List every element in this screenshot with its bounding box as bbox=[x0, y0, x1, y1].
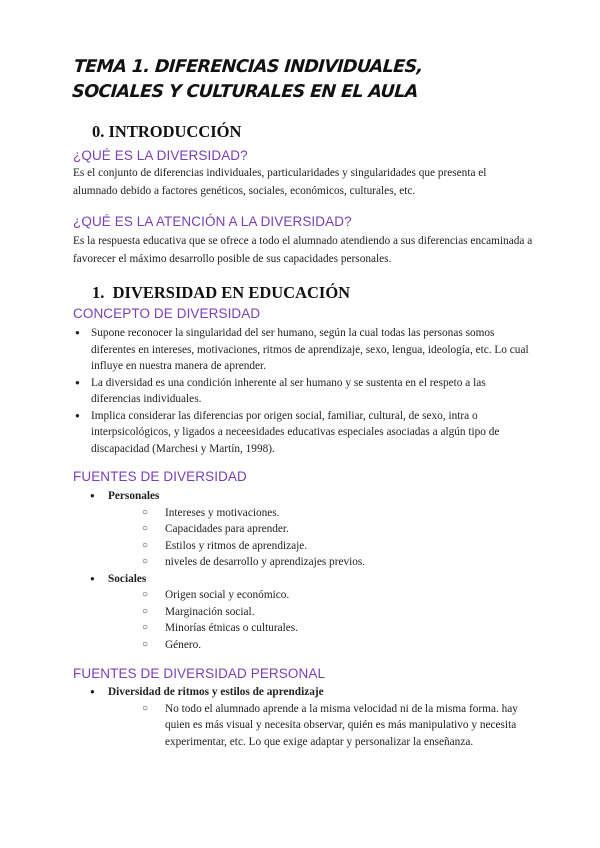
document-title bbox=[71, 55, 544, 105]
concepto-list bbox=[73, 325, 533, 457]
fuentes-list bbox=[73, 488, 543, 653]
list-item: ● La diversidad es una condición inherente al ser humano y se sustenta en el respeto a las diferencias individuales. bbox=[73, 375, 533, 408]
heading-text: DIVERSIDAD EN EDUCACIÓN bbox=[112, 283, 351, 302]
heading-fuentes-diversidad: FUENTES DE DIVERSIDAD bbox=[73, 469, 247, 484]
list-item: ● Implica considerar las diferencias por origen social, familiar, cultural, de sexo, intra o interpsicológicos, y ligados a neceesidades educativas especiales asociadas a algún tipo de discapacidad (Marchesi y Martín, 1998). bbox=[73, 408, 533, 458]
question-diversidad: ¿QUÉ ES LA DIVERSIDAD? bbox=[73, 148, 248, 163]
list-item: ○ Género. bbox=[140, 637, 543, 654]
heading-number: 1. bbox=[92, 283, 105, 302]
list-item: ○ Minorías étnicas o culturales. bbox=[140, 620, 543, 637]
list-item: ○ Intereses y motivaciones. bbox=[140, 505, 543, 522]
list-item: ○ niveles de desarrollo y aprendizajes previos. bbox=[140, 554, 543, 571]
list-item: ○ Marginación social. bbox=[140, 604, 543, 621]
list-item: ○ Capacidades para aprender. bbox=[140, 521, 543, 538]
fuente-personales-label: Personales bbox=[108, 490, 160, 502]
list-item: ○ Origen social y económico. bbox=[140, 587, 543, 604]
list-item: ○ Estilos y ritmos de aprendizaje. bbox=[140, 538, 543, 555]
list-item: ○ No todo el alumnado aprende a la misma velocidad ni de la misma forma. hay quien es más visual y necesita observar, quién es más manipulativo y necesita experimentar, etc. Lo que exige adaptar y personalizar la enseñanza. bbox=[140, 701, 525, 751]
ritmos-sublist bbox=[108, 701, 543, 751]
sociales-sublist bbox=[108, 587, 543, 653]
question-atencion-diversidad: ¿QUÉ ES LA ATENCIÓN A LA DIVERSIDAD? bbox=[73, 214, 352, 229]
personales-sublist bbox=[108, 505, 543, 571]
heading-fuentes-diversidad-personal: FUENTES DE DIVERSIDAD PERSONAL bbox=[73, 666, 326, 681]
title-line-1: TEMA 1. DIFERENCIAS INDIVIDUALES, bbox=[73, 57, 424, 77]
answer-diversidad: Es el conjunto de diferencias individuales, particularidades y singularidades que presenta el alumnado debido a factores genéticos, sociales, económicos, culturales, etc. bbox=[73, 167, 487, 197]
answer-atencion-diversidad: Es la respuesta educativa que se ofrece a todo el alumnado atendiendo a sus diferencias encaminada a favorecer el máximo desarrollo posible de sus capacidades personales. bbox=[73, 235, 533, 265]
fuente-sociales-label: Sociales bbox=[108, 572, 147, 585]
heading-introduccion: 0. INTRODUCCIÓN bbox=[92, 122, 242, 141]
heading-concepto-diversidad: CONCEPTO DE DIVERSIDAD bbox=[73, 306, 261, 321]
list-item bbox=[73, 488, 543, 571]
list-item bbox=[73, 684, 543, 750]
heading-diversidad-educacion bbox=[92, 283, 350, 303]
list-item bbox=[73, 571, 543, 654]
ritmos-estilos-label: Diversidad de ritmos y estilos de aprendizaje bbox=[108, 686, 324, 698]
list-item: ● Supone reconocer la singularidad del ser humano, según la cual todas las personas somos diferentes en intereses, motivaciones, ritmos de aprendizaje, sexo, lengua, ideología, etc. Lo cual influye en nuestra manera de aprender. bbox=[73, 325, 533, 375]
personal-list bbox=[73, 684, 543, 750]
title-line-2: SOCIALES Y CULTURALES EN EL AULA bbox=[71, 82, 419, 102]
